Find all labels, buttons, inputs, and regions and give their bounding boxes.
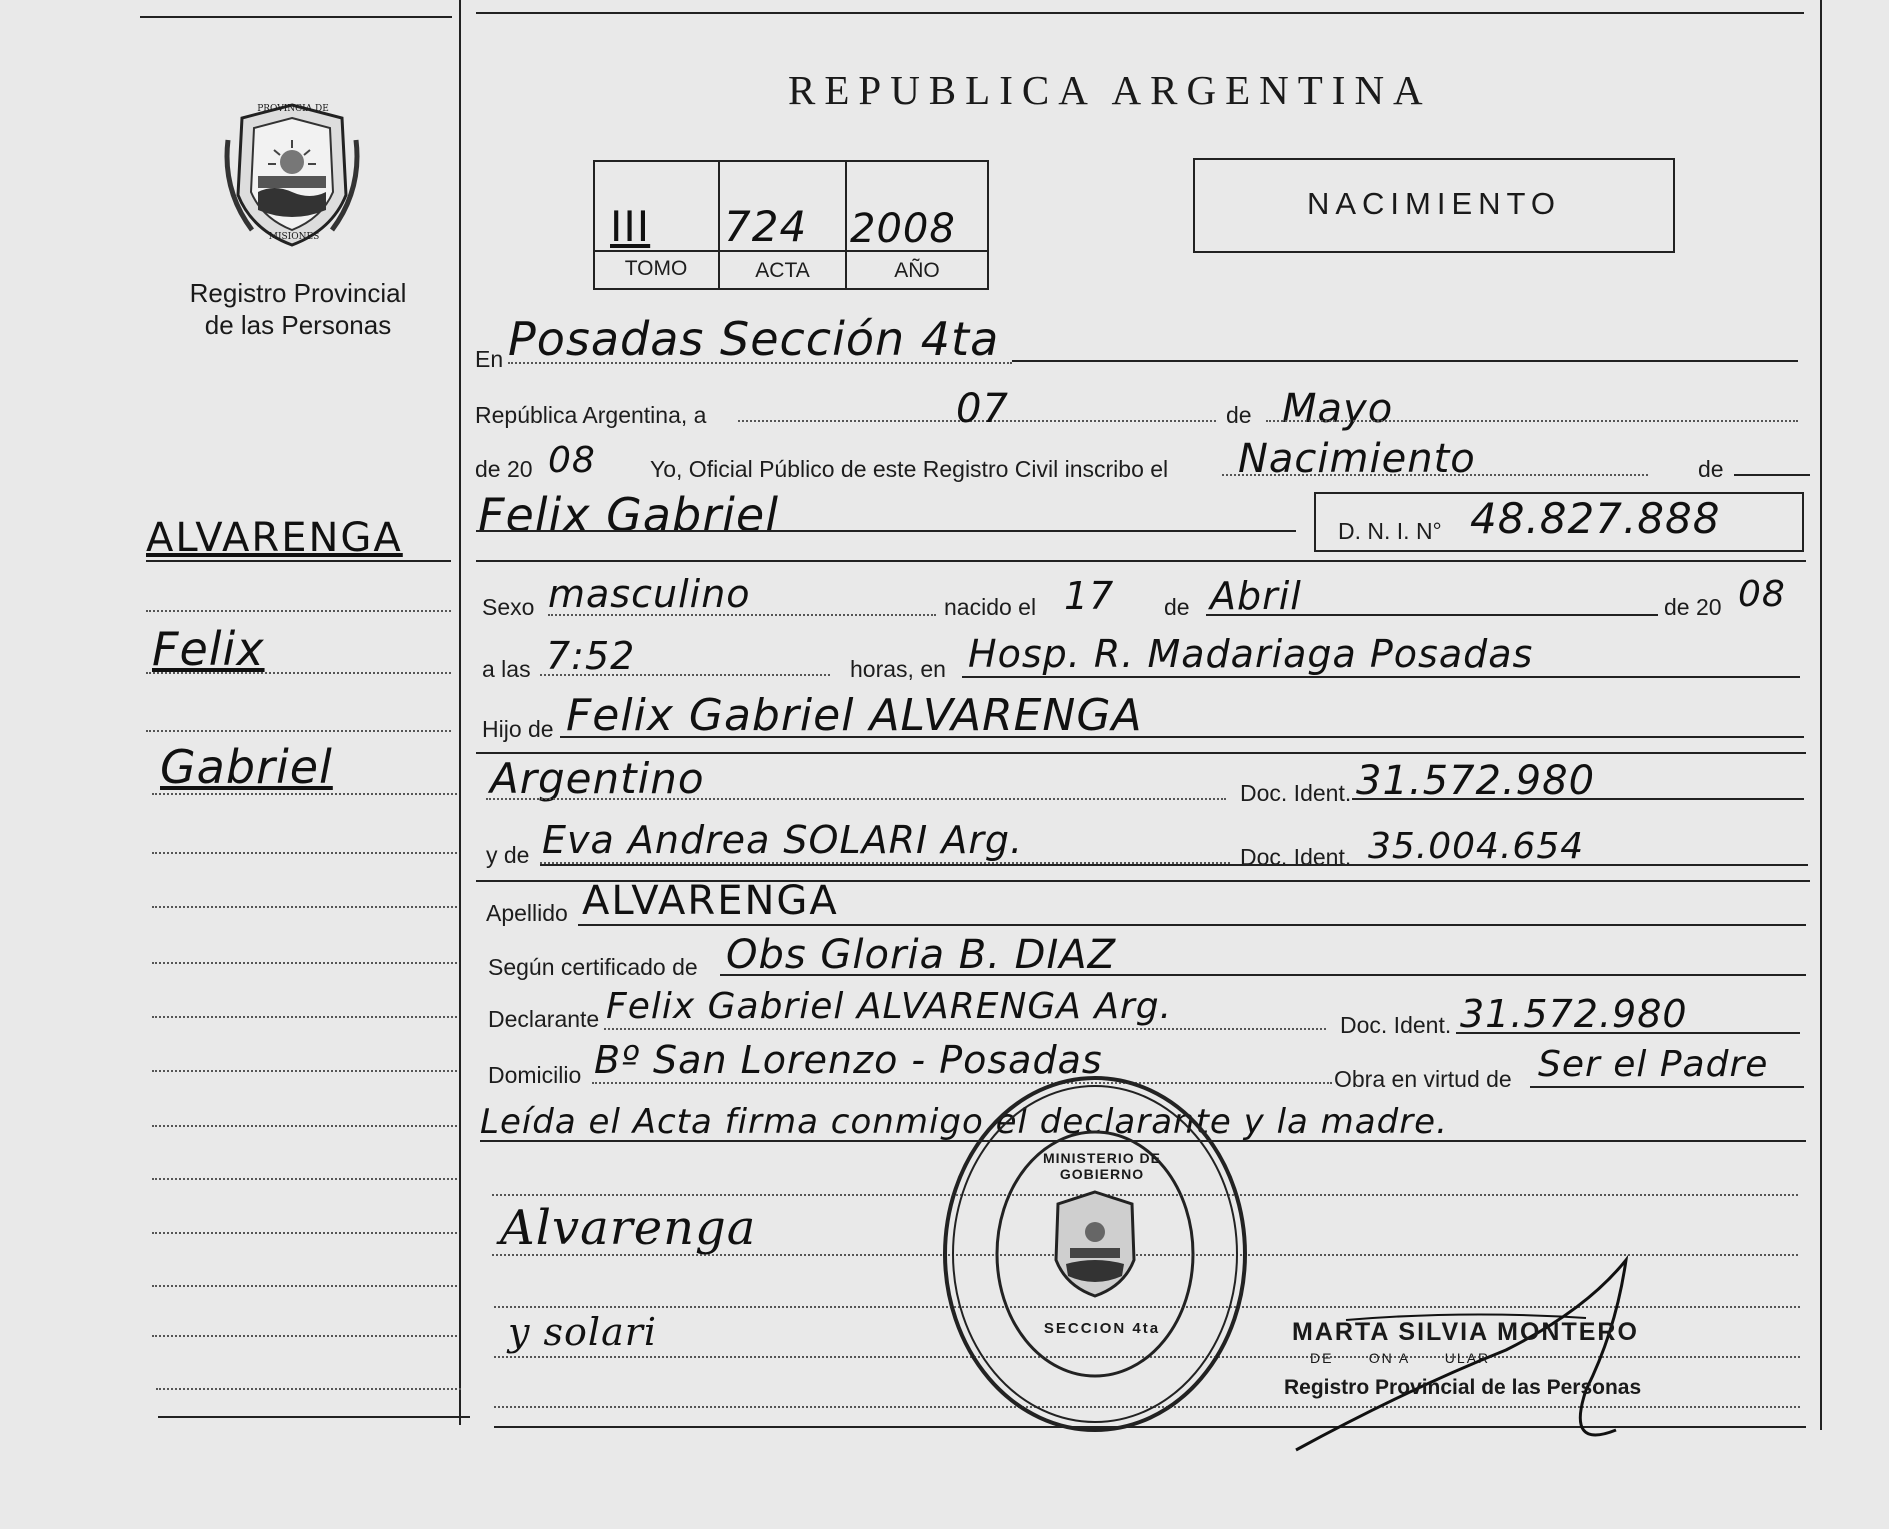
signature-mother: y solari	[508, 1310, 658, 1354]
oficial-label: Yo, Oficial Público de este Registro Civil inscribo el	[650, 456, 1169, 482]
declarant-value: Felix Gabriel ALVARENGA Arg.	[606, 986, 1173, 1027]
de-label: de	[1226, 402, 1252, 428]
margin-bottom-rule	[158, 1416, 470, 1418]
margin-dots-4	[152, 793, 457, 795]
father-name-value: Felix Gabriel ALVARENGA	[566, 690, 1143, 741]
rule-mother	[540, 864, 1808, 866]
dots-sexo	[548, 614, 936, 616]
signature-father: Alvarenga	[500, 1200, 757, 1256]
official-partial-line: DE ON A ULAR	[1310, 1350, 1491, 1366]
registry-name-line1: Registro Provincial	[189, 278, 407, 308]
tomo-value: III	[610, 202, 651, 251]
emblem-top-text: PROVINCIA DE	[257, 104, 329, 114]
mother-doc-value: 35.004.654	[1368, 826, 1585, 867]
obra-label: Obra en virtud de	[1334, 1066, 1512, 1092]
dots-en	[508, 362, 1012, 364]
hijo-label: Hijo de	[482, 716, 554, 742]
declarante-label: Declarante	[488, 1006, 600, 1032]
margin-dots-10	[152, 1125, 457, 1127]
dni-value: 48.827.888	[1470, 494, 1721, 543]
dots-act-type	[1222, 474, 1648, 476]
doc-ident-label-1: Doc. Ident.	[1240, 780, 1352, 806]
father-doc-value: 31.572.980	[1356, 758, 1596, 804]
rule-apellido	[578, 924, 1806, 926]
birth-time-value: 7:52	[546, 634, 636, 678]
father-nationality-value: Argentino	[490, 754, 705, 803]
mother-name-value: Eva Andrea SOLARI Arg.	[542, 818, 1024, 862]
month-value: Mayo	[1282, 386, 1394, 432]
rule-after-name	[476, 560, 1806, 562]
rule-declarant-doc	[1456, 1032, 1800, 1034]
record-type-title: NACIMIENTO	[1306, 186, 1562, 221]
day-value: 07	[956, 386, 1009, 432]
notes-value: Leída el Acta firma conmigo el declarante y la madre.	[480, 1102, 1448, 1142]
acta-value: 724	[724, 202, 808, 251]
left-column-divider	[459, 0, 461, 1425]
misiones-emblem	[222, 100, 362, 250]
yde-label: y de	[486, 842, 530, 868]
margin-dots-15	[156, 1388, 461, 1390]
obra-value: Ser el Padre	[1538, 1044, 1769, 1085]
margin-dots-12	[152, 1232, 457, 1234]
rule-birth-month	[1206, 614, 1658, 616]
de3-label: de	[1164, 594, 1190, 620]
domicile-value: Bº San Lorenzo - Posadas	[594, 1038, 1103, 1082]
margin-dots-13	[152, 1285, 457, 1287]
registry-name-line2: de las Personas	[204, 310, 392, 340]
right-border	[1820, 0, 1822, 1430]
certificate-value: Obs Gloria B. DIAZ	[726, 932, 1117, 978]
birth-year-value: 08	[1738, 574, 1786, 615]
year-suffix-value: 08	[548, 440, 596, 481]
horas-label: horas, en	[850, 656, 946, 682]
child-name-value: Felix Gabriel	[478, 488, 779, 542]
margin-surname: ALVARENGA	[146, 515, 403, 561]
margin-dots-7	[152, 962, 457, 964]
sexo-label: Sexo	[482, 594, 535, 620]
declarant-doc-value: 31.572.980	[1460, 992, 1688, 1036]
birth-day-value: 17	[1064, 574, 1115, 618]
margin-rule-1	[146, 560, 451, 562]
dots-declarant	[604, 1028, 1326, 1030]
sexo-value: masculino	[548, 572, 751, 616]
place-value: Posadas Sección 4ta	[508, 312, 1000, 366]
birth-month-value: Abril	[1210, 574, 1302, 618]
de20-label: de 20	[1664, 594, 1722, 620]
margin-dots-6	[152, 906, 457, 908]
anio-label: AÑO	[894, 259, 940, 282]
rule-father-doc	[1352, 798, 1804, 800]
dots-month	[1266, 420, 1798, 422]
official-name: MARTA SILVIA MONTERO	[1292, 1318, 1639, 1346]
margin-dots-5	[152, 852, 457, 854]
top-rule	[476, 12, 1804, 14]
margin-dots-14	[152, 1335, 457, 1337]
margin-dots-2	[146, 672, 451, 674]
official-stamp	[936, 1070, 1254, 1438]
rule-certificate	[720, 974, 1806, 976]
margin-dots-11	[152, 1178, 457, 1180]
official-institution: Registro Provincial de las Personas	[1284, 1376, 1642, 1399]
act-type-value: Nacimiento	[1238, 436, 1476, 482]
rule-de2	[1734, 474, 1810, 476]
rule-father	[560, 736, 1804, 738]
stamp-section-text: SECCION 4ta	[1043, 1320, 1161, 1337]
margin-dots-3	[146, 730, 451, 732]
acta-label: ACTA	[755, 259, 810, 282]
alas-label: a las	[482, 656, 531, 682]
de2-label: de	[1698, 456, 1724, 482]
doc-ident-label-2: Doc. Ident.	[1240, 844, 1352, 870]
birth-place-value: Hosp. R. Madariaga Posadas	[968, 632, 1534, 676]
dots-time	[540, 674, 830, 676]
apellido-value: ALVARENGA	[582, 878, 839, 924]
margin-name2: Gabriel	[160, 740, 333, 794]
year-prefix-label: de 20	[475, 456, 533, 482]
segun-label: Según certificado de	[488, 954, 698, 980]
margin-dots-8	[152, 1016, 457, 1018]
tomo-label: TOMO	[624, 257, 688, 280]
emblem-bottom-text: MISIONES	[268, 232, 320, 242]
republica-label: República Argentina, a	[475, 402, 707, 428]
left-top-rule	[140, 16, 452, 18]
rule-obra	[1530, 1086, 1804, 1088]
rule-child-name	[476, 530, 1296, 532]
margin-name1: Felix	[152, 622, 265, 676]
en-label: En	[475, 346, 504, 372]
country-title: REPUBLICA ARGENTINA	[788, 67, 1432, 113]
dni-label: D. N. I. N°	[1338, 518, 1442, 544]
domicilio-label: Domicilio	[488, 1062, 582, 1088]
apellido-label: Apellido	[486, 900, 568, 926]
stamp-inner-text: MINISTERIO DE GOBIERNO	[1042, 1150, 1161, 1182]
doc-ident-label-3: Doc. Ident.	[1340, 1012, 1452, 1038]
margin-dots-9	[152, 1070, 457, 1072]
dots-nationality	[486, 798, 1226, 800]
nacido-label: nacido el	[944, 594, 1037, 620]
margin-dots-1	[146, 610, 451, 612]
anio-value: 2008	[850, 206, 956, 252]
rule-en	[1012, 360, 1798, 362]
rule-birth-place	[962, 676, 1800, 678]
